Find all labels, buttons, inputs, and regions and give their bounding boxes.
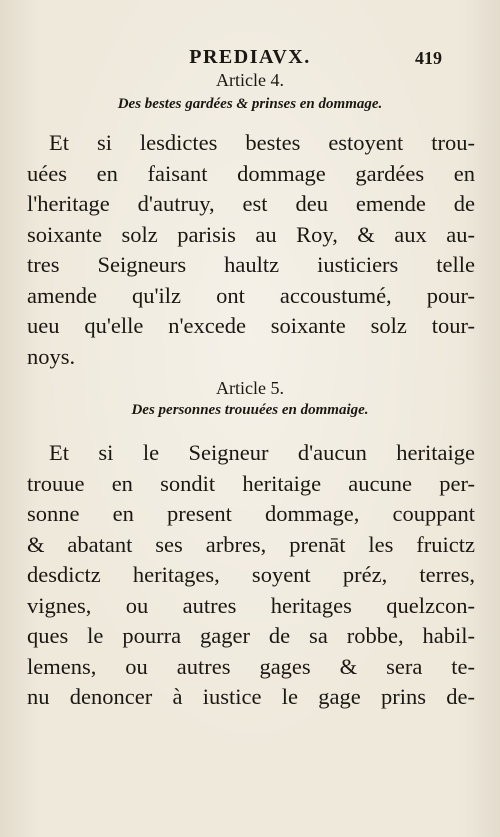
text-line: amende qu'ilz ont accoustumé, pour-	[27, 282, 475, 308]
text-line: noys.	[27, 343, 76, 369]
article-5-rubric: Des personnes trouuées en dommaige.	[131, 402, 369, 418]
text-line: soixante solz parisis au Roy, & aux au-	[27, 221, 475, 247]
article-4-text	[27, 128, 475, 372]
text-line: ueu qu'elle n'excede soixante solz tour-	[27, 313, 475, 338]
text-line: Et si lesdictes bestes estoyent trou-	[49, 130, 475, 155]
text-line: tres Seigneurs haultz iusticiers telle	[27, 252, 475, 277]
running-head: PREDIAVX.	[189, 46, 311, 68]
article-4-rubric: Des bestes gardées & prinses en dommage.	[117, 96, 383, 112]
text-line: trouue en sondit heritaige aucune per-	[27, 470, 475, 496]
text-line: uées en faisant dommage gardées en	[27, 160, 475, 186]
article-5-heading: Article 5.	[216, 378, 284, 398]
text-line: & abatant ses arbres, prenāt les fruictz	[27, 531, 475, 557]
text-line: sonne en present dommage, couppant	[27, 501, 475, 526]
text-line: vignes, ou autres heritages quelzcon-	[27, 592, 475, 618]
text-line: Et si le Seigneur d'aucun heritaige	[49, 440, 475, 465]
article-5-text	[27, 438, 475, 713]
text-line: nu denoncer à iustice le gage prins de-	[27, 684, 475, 709]
text-line: ques le pourra gager de sa robbe, habil-	[27, 623, 475, 648]
text-line: l'heritage d'autruy, est deu emende de	[27, 191, 475, 216]
page-number: 419	[415, 48, 442, 68]
text-line: lemens, ou autres gages & sera te-	[27, 653, 475, 679]
article-4-heading: Article 4.	[216, 70, 284, 90]
text-line: desdictz heritages, soyent préz, terres,	[27, 562, 475, 587]
